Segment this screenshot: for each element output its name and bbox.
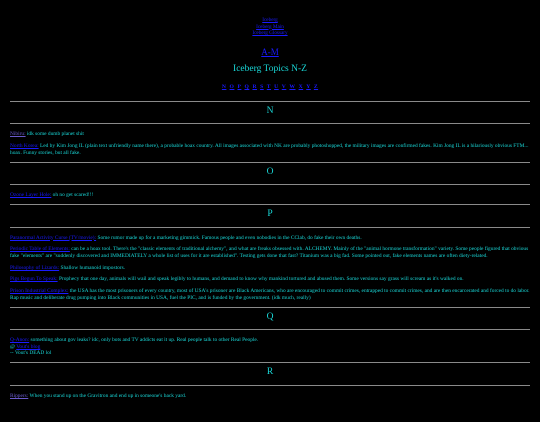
letter-link-n[interactable]: N: [221, 84, 227, 91]
entry-text: Some rumor made up for a marketing gimmick. Famous people and even nobodies in the CClab, do fake their own deaths.: [96, 234, 362, 241]
letter-link-s[interactable]: S: [260, 84, 264, 91]
entry-vout-dead: [10, 350, 530, 357]
divider: [10, 329, 530, 330]
entry-term-link[interactable]: Q-Anon:: [10, 337, 30, 344]
nav-link-iceberg[interactable]: Iceberg: [262, 17, 278, 23]
entry-ozone-layer-hole: [10, 192, 530, 199]
at-prefix: @: [10, 343, 17, 350]
link-a-m[interactable]: A-M: [261, 46, 279, 57]
letter-link-q[interactable]: Q: [244, 84, 250, 91]
entry-text: the USA has the most prisoners of every country, most of USA's prisoner are Black Americans, who are encouraged to commit crimes, entrapped to commit crimes, and are then encarcerated and forced to do labor. Rap music and deliberate drug pumping into Black communities in USA, fuel the PIC, and is funded by the government. (idk much, really): [10, 288, 530, 301]
letter-link-r[interactable]: R: [252, 84, 257, 91]
vout-blog-link[interactable]: Vout's blog: [16, 343, 41, 350]
letter-link-x[interactable]: X: [298, 84, 304, 91]
entry-rippers: [10, 393, 530, 400]
entry-paranormal-activity-curse: [10, 235, 530, 242]
entry-term-link[interactable]: Nibiru:: [10, 131, 26, 138]
divider: [10, 385, 530, 386]
entry-term-link[interactable]: Periodic Table of Elements:: [10, 246, 70, 253]
letter-link-w[interactable]: W: [289, 84, 296, 91]
entry-text: Prophecy that one day, animals will wail and speak legibly to humans, and demand to know why mankind tortured and abused them. Some versions say grass will scream as it's walked on.: [57, 276, 464, 283]
entry-term-link[interactable]: Prison Industrial Complex:: [10, 288, 69, 295]
section-r: [0, 393, 540, 400]
entry-nibiru: [10, 131, 530, 138]
top-nav: [0, 17, 540, 37]
entry-text: When you stand up on the Gravitron and end up in someone's back yard.: [28, 392, 187, 399]
entry-philosophy-of-lizards: [10, 265, 530, 272]
page-title: Iceberg Topics N-Z: [233, 64, 307, 75]
letter-link-p[interactable]: P: [237, 84, 242, 91]
divider: [10, 123, 530, 124]
entry-text: can be a hoax tool. There's the "classic elements of traditional alchemy", and what are freaks obsessed with. ALCHEMY. Mainly of the "animal hormone transformation" variety. Some people figured that obvious fake "elements" are "suddenly discovered and IMMEDIATELY a whole list of uses for it are established". Testing gets done that fast? Titanium was a big fad. Some pointed out, fake elements names are often diety-related.: [10, 246, 529, 259]
entry-text: oh no get scared!!!: [51, 192, 94, 199]
letter-link-u[interactable]: U: [274, 84, 279, 91]
am-link-wrapper: [0, 47, 540, 58]
entry-prison-industrial-complex: [10, 288, 530, 301]
entry-vout-blog: [10, 344, 530, 351]
divider: [10, 184, 530, 185]
entry-pigs-begun-to-speak: [10, 276, 530, 283]
nav-link-iceberg-main[interactable]: Iceberg Main: [256, 23, 284, 30]
section-p: [0, 235, 540, 302]
entry-text: something about gov leaks? idc, only bots and TV addicts eat it up. Real people talk to other Real People.: [29, 337, 259, 344]
letter-link-o[interactable]: O: [229, 84, 235, 91]
letter-link-z[interactable]: Z: [313, 84, 319, 91]
entry-periodic-table: [10, 246, 530, 259]
entry-term-link[interactable]: Philosophy of Lizards:: [10, 264, 60, 271]
entry-term-link[interactable]: Paranormal Activity Curse (TV/movie):: [10, 234, 97, 241]
entry-term-link[interactable]: Rippers:: [10, 392, 29, 399]
entry-text: Led by Kim Jong IL (plain text unfriendly name there), a probable hoax country. All images associated with NK are probably photoshopped, the military images are confirmed fakes. Kim Jong IL is a hilariously obvious FTM... hoax. Funny stories, but all fake.: [10, 143, 529, 156]
entry-north-korea: [10, 143, 530, 156]
letter-link-y[interactable]: Y: [306, 84, 311, 91]
section-header-o: O: [266, 166, 274, 177]
letter-index: [0, 84, 540, 91]
section-header-q: Q: [266, 311, 274, 322]
section-header-p: P: [267, 208, 273, 219]
entry-text: Shallow humanoid impostors.: [59, 264, 126, 271]
entry-term-link[interactable]: Ozone Layer Hole:: [10, 192, 52, 199]
section-q: [0, 337, 540, 357]
section-o: [0, 192, 540, 199]
entry-term-link[interactable]: Pigs Begun To Speak:: [10, 276, 58, 283]
section-header-n: N: [266, 105, 274, 116]
letter-link-t[interactable]: T: [266, 84, 272, 91]
nav-link-iceberg-glossary[interactable]: Iceberg Glossary: [252, 30, 288, 36]
entry-text: idk some dumb planet shit: [25, 131, 84, 138]
divider: [10, 227, 530, 228]
section-n: [0, 131, 540, 156]
letter-link-v[interactable]: V: [281, 84, 287, 91]
section-header-r: R: [266, 367, 274, 378]
entry-text: -- Vout's DEAD lol: [10, 350, 52, 357]
entry-term-link[interactable]: North Korea:: [10, 143, 39, 150]
entry-q-anon: [10, 337, 530, 344]
